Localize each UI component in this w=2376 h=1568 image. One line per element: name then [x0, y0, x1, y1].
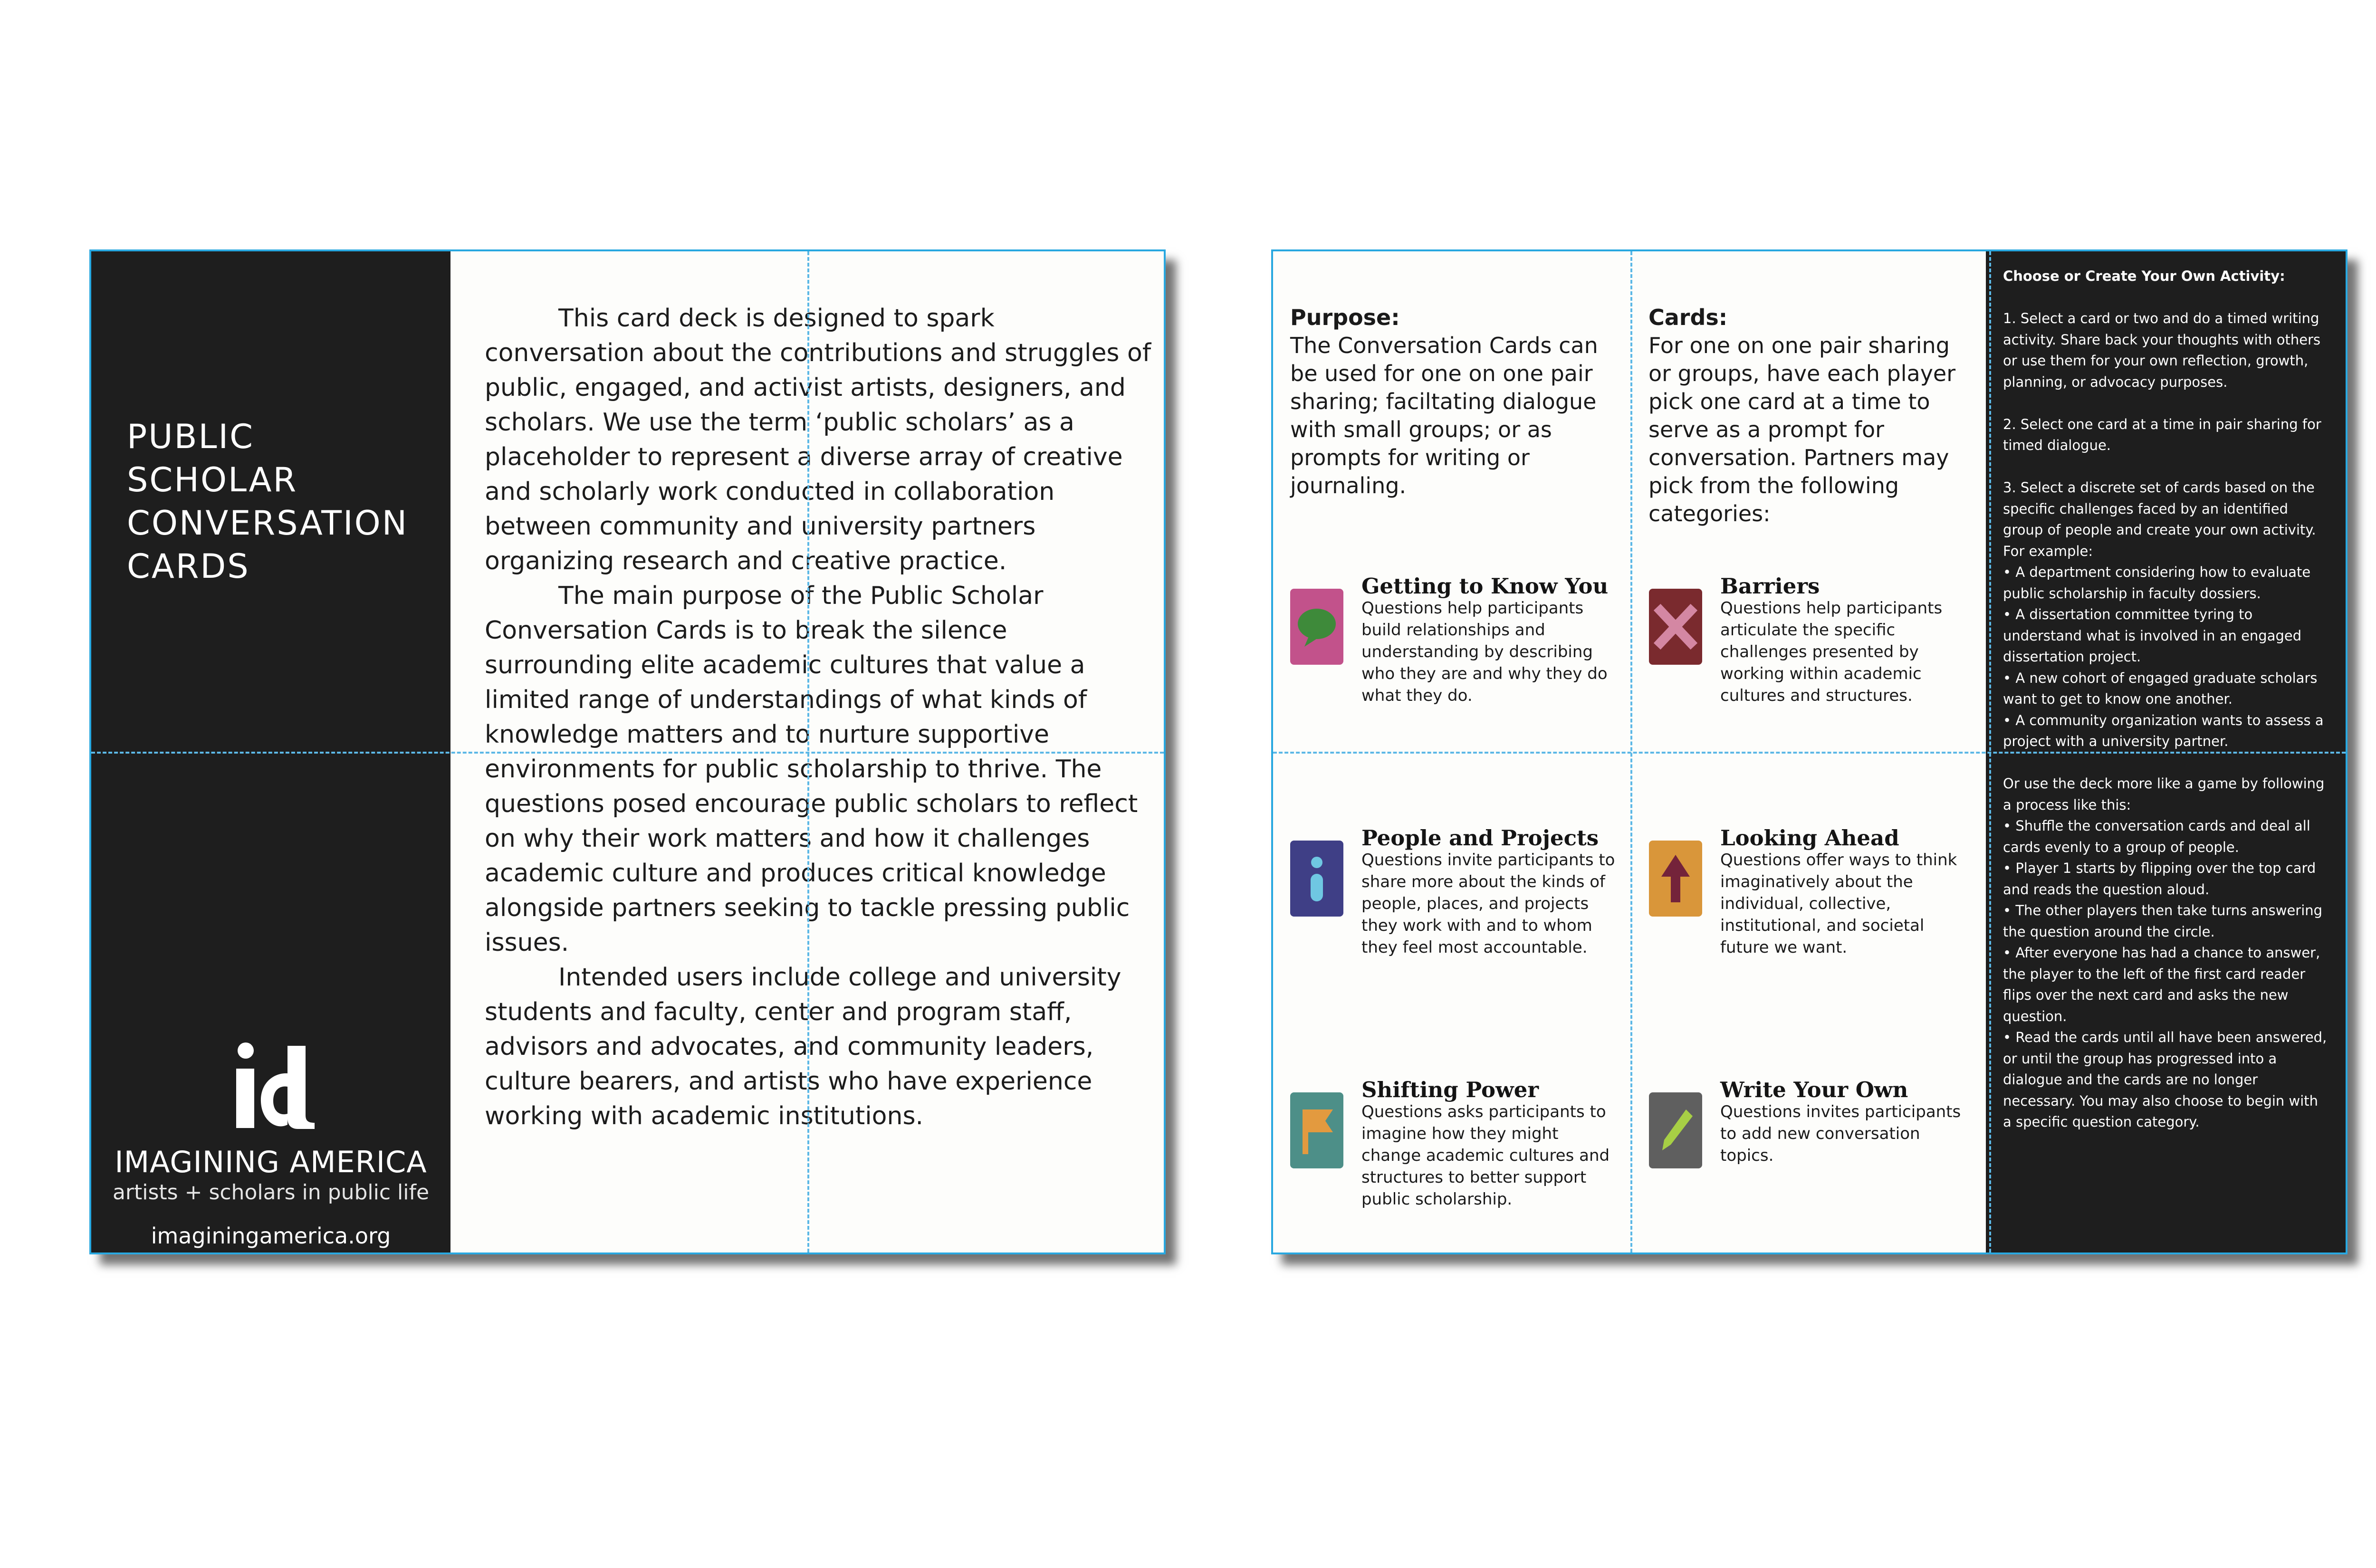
category-getting-to-know-you: [1290, 574, 1632, 765]
intro-paragraph: This card deck is designed to spark conversation about the contributions and struggles of public, engaged, and activist artists, designers, and scholars. We use the term ‘public scholars’ as a placeholder to represent a diverse array of creative and scholarly work conducted in collaboration between community and university partners organizing research and creative practice.: [485, 304, 1151, 575]
fold-line-horizontal: [1273, 752, 2346, 754]
activity-example: • A community organization wants to assess a project with a university partner.: [2003, 712, 2324, 749]
game-step: • Shuffle the conversation cards and deal all cards evenly to a group of people.: [2003, 818, 2310, 855]
category-description: Questions asks participants to imagine how they might change academic cultures and structures to better support public scholarship.: [1361, 1102, 1610, 1209]
intro-text: [485, 301, 1162, 1134]
category-description: Questions invite participants to share more about the kinds of people, places, and projects they work with and to whom they feel most accountable.: [1361, 851, 1615, 957]
cover-title-line: CARDS: [127, 547, 250, 586]
category-title: Barriers: [1720, 574, 1820, 599]
game-step: • Read the cards until all have been answered, or until the group has progressed into a dialogue and the cards are no longer necessary. You may also choose to begin with a specific question category.: [2003, 1029, 2327, 1130]
intro-paragraph: Intended users include college and university students and faculty, center and program staff, advisors and advocates, and community leaders, culture bearers, and artists who have experience working with academic institutions.: [485, 963, 1121, 1130]
activity-step: 3. Select a discrete set of cards based on the specific challenges faced by an identified group of people and create your own activity. For example:: [2003, 479, 2316, 559]
category-title: People and Projects: [1361, 825, 1599, 851]
purpose-label: Purpose:: [1290, 305, 1400, 330]
category-people-and-projects: [1290, 826, 1632, 1016]
activity-step: 2. Select one card at a time in pair sharing for timed dialogue.: [2003, 416, 2321, 453]
game-step: • Player 1 starts by flipping over the top card and reads the question aloud.: [2003, 860, 2316, 898]
game-intro: Or use the deck more like a game by following a process like this:: [2003, 775, 2325, 813]
category-description: Questions invites participants to add new conversation topics.: [1720, 1102, 1961, 1165]
cover-title-line: CONVERSATION: [127, 504, 409, 543]
instructions-sheet: [1271, 249, 2347, 1254]
cards-text: For one on one pair sharing or groups, have each player pick one card at a time to serve as a prompt for conversation. Partners may pick from the following categories:: [1648, 333, 1956, 526]
activity-example: • A new cohort of engaged graduate scholars want to get to know one another.: [2003, 669, 2318, 707]
pencil-icon: [1649, 1092, 1702, 1168]
imagining-america-logo-icon: [231, 1040, 317, 1130]
purpose-block: [1290, 304, 1618, 500]
category-shifting-power: [1290, 1078, 1632, 1268]
up-arrow-icon: [1649, 841, 1702, 917]
activity-example: • A department considering how to evaluate public scholarship in faculty dossiers.: [2003, 564, 2311, 602]
game-step: • After everyone has had a chance to answer, the player to the left of the first card reader flips over the next card and asks the new question.: [2003, 945, 2320, 1024]
category-title: Looking Ahead: [1720, 825, 1899, 851]
activity-text: [2003, 266, 2331, 1133]
category-title: Shifting Power: [1361, 1077, 1539, 1102]
cover-title-line: SCHOLAR: [127, 460, 298, 499]
speech-bubble-icon: [1290, 589, 1343, 665]
info-person-icon: [1290, 841, 1343, 917]
purpose-text: The Conversation Cards can be used for one on one pair sharing; faciltating dialogue with small groups; or as prompts for writing or journaling.: [1290, 333, 1598, 498]
category-looking-ahead: [1649, 826, 1991, 1016]
brand-name: IMAGINING AMERICA: [115, 1145, 427, 1179]
brand-url: imaginingamerica.org: [151, 1223, 391, 1249]
activity-step: 1. Select a card or two and do a timed writing activity. Share back your thoughts with others or use them for your own reflection, growth, planning, or advocacy purposes.: [2003, 310, 2321, 390]
category-title: Write Your Own: [1720, 1077, 1908, 1102]
category-description: Questions offer ways to think imaginatively about the individual, collective, institutional, and societal future we want.: [1720, 851, 1957, 957]
cover-title-line: PUBLIC: [127, 417, 254, 456]
x-mark-icon: [1649, 589, 1702, 665]
category-title: Getting to Know You: [1361, 574, 1609, 599]
activity-example: • A dissertation committee tyring to understand what is involved in an engaged dissertation project.: [2003, 606, 2302, 665]
category-description: Questions help participants build relationships and understanding by describing who they are and why they do what they do.: [1361, 599, 1608, 705]
flag-icon: [1290, 1092, 1343, 1168]
intro-paragraph: The main purpose of the Public Scholar Conversation Cards is to break the silence surrounding elite academic cultures that value a limited range of understandings of what kinds of knowledge matters and to nurture supportive environments for public scholarship to thrive. The questions posed encourage public scholars to reflect on why their work matters and how it challenges academic culture and produces critical knowledge alongside partners seeking to tackle pressing public issues.: [485, 582, 1138, 957]
game-step: • The other players then take turns answering the question around the circle.: [2003, 902, 2323, 940]
cards-label: Cards:: [1648, 305, 1728, 330]
category-barriers: [1649, 574, 1991, 765]
brand-tagline: artists + scholars in public life: [112, 1180, 430, 1205]
activity-title: Choose or Create Your Own Activity:: [2003, 268, 2285, 284]
category-write-your-own: [1649, 1078, 1991, 1268]
cards-block: [1648, 304, 1976, 528]
fold-line-horizontal: [91, 752, 1164, 754]
cover-title: [127, 415, 431, 588]
cover-sheet: [89, 249, 1166, 1254]
category-description: Questions help participants articulate the specific challenges presented by working within academic cultures and structures.: [1720, 599, 1943, 705]
